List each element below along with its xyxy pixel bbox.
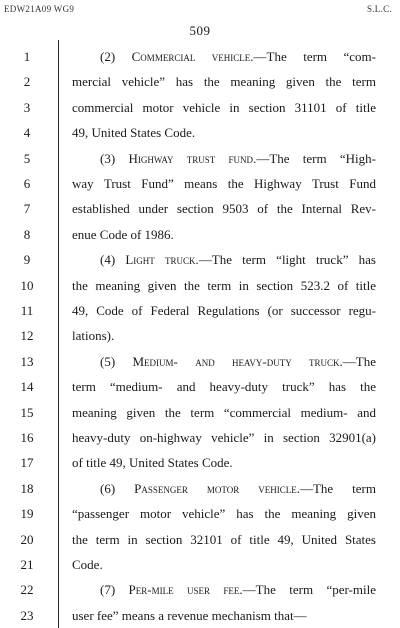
line-body: way Trust Fund” means the Highway Trust Fund (72, 176, 376, 191)
line-text (72, 374, 376, 399)
line-body: —The term (299, 480, 376, 496)
line-number: 10 (20, 277, 34, 293)
line-text (72, 527, 376, 552)
line-body: heavy-duty on-highway vehicle” in section 32901(a) (72, 430, 376, 445)
line-number: 18 (20, 480, 34, 496)
line-body: enue Code of 1986. (72, 226, 174, 242)
paragraph-number: (6) (100, 480, 135, 496)
paragraph-number: (2) (100, 49, 132, 64)
text-line (0, 527, 400, 552)
line-text (72, 120, 376, 145)
line-number: 6 (23, 176, 31, 191)
text-line (0, 450, 400, 475)
line-number: 9 (23, 252, 31, 268)
line-text (100, 349, 376, 374)
line-body: commercial motor vehicle in section 31101 of title (72, 99, 376, 115)
text-line (0, 69, 400, 94)
line-body: mercial vehicle” has the meaning given the term (72, 74, 376, 90)
line-text (72, 171, 376, 196)
line-body: —The term “light truck” has (198, 252, 376, 268)
line-text (72, 298, 376, 323)
line-text (72, 222, 376, 247)
text-line (0, 349, 400, 374)
defined-term-heading: Highway trust fund. (128, 150, 257, 166)
defined-term-heading: Passenger motor vehicle. (134, 480, 300, 496)
text-line (0, 196, 400, 221)
line-text (72, 95, 376, 120)
line-number: 19 (20, 506, 34, 522)
line-body: —The term “com- (253, 49, 376, 64)
text-line (0, 171, 400, 196)
line-number: 4 (23, 125, 31, 141)
text-line (0, 603, 400, 628)
document-classification: S.L.C. (366, 4, 392, 14)
line-number: 5 (23, 150, 31, 166)
text-line (0, 44, 400, 69)
text-line (0, 400, 400, 425)
text-line (0, 476, 400, 501)
defined-term-heading: Per-mile user fee. (128, 582, 243, 598)
line-text (100, 146, 376, 171)
line-number: 22 (20, 582, 34, 598)
text-line (0, 552, 400, 577)
line-body: —The term “High- (256, 150, 376, 166)
line-body: meaning given the term “commercial medium- and (72, 404, 376, 420)
line-body: 49, Code of Federal Regulations (or successor regu- (72, 303, 376, 318)
line-body: lations). (72, 328, 115, 344)
defined-term-heading: Light truck. (125, 252, 199, 268)
text-line (0, 120, 400, 145)
text-line (0, 298, 400, 323)
text-line (0, 425, 400, 450)
text-line (0, 222, 400, 247)
line-text (72, 450, 376, 475)
line-text (72, 273, 376, 298)
document-id: EDW21A09 WG9 (4, 4, 75, 14)
defined-term-heading: Commercial vehicle. (131, 49, 254, 64)
line-text (100, 476, 376, 501)
line-text (72, 69, 376, 94)
text-line (0, 273, 400, 298)
line-body: user fee” means a revenue mechanism that— (72, 607, 307, 623)
line-text (72, 323, 376, 348)
line-body: of title 49, United States Code. (72, 455, 233, 471)
text-line (0, 95, 400, 120)
line-body: 49, United States Code. (72, 125, 196, 141)
line-text (100, 44, 376, 69)
line-body: Code. (72, 557, 103, 572)
line-number: 1 (23, 49, 31, 64)
line-number: 12 (20, 328, 34, 344)
paragraph-number: (7) (100, 582, 129, 598)
line-text (72, 425, 376, 450)
line-number: 20 (20, 531, 34, 547)
line-number: 21 (20, 557, 34, 572)
line-text (72, 603, 376, 628)
page-number: 509 (189, 23, 211, 38)
line-number: 2 (23, 74, 31, 90)
line-number: 8 (23, 226, 31, 242)
line-text (72, 552, 376, 577)
paragraph-number: (5) (100, 353, 133, 369)
line-body: term “medium- and heavy-duty truck” has the (72, 379, 376, 395)
line-text (72, 196, 376, 221)
text-line (0, 146, 400, 171)
line-number: 11 (20, 303, 34, 318)
line-text (100, 247, 376, 272)
line-number: 23 (20, 607, 34, 623)
line-body: “passenger motor vehicle” has the meaning given (72, 506, 376, 522)
defined-term-heading: Medium- and heavy-duty truck. (132, 353, 343, 369)
line-body: the meaning given the term in section 523.2 of title (72, 277, 376, 293)
line-number: 14 (20, 379, 34, 395)
line-number: 3 (23, 99, 31, 115)
line-body: established under section 9503 of the Internal Rev- (72, 201, 376, 217)
paragraph-number: (3) (100, 150, 129, 166)
line-body: —The (342, 353, 376, 369)
line-text (72, 501, 376, 526)
line-text (72, 400, 376, 425)
text-line (0, 374, 400, 399)
text-line (0, 577, 400, 602)
line-body: the term in section 32101 of title 49, United States (72, 531, 376, 547)
text-line (0, 247, 400, 272)
text-line (0, 323, 400, 348)
text-line (0, 501, 400, 526)
line-text (100, 577, 376, 602)
line-number: 17 (20, 455, 34, 471)
line-number: 15 (20, 404, 34, 420)
line-number: 13 (20, 353, 34, 369)
line-number: 16 (20, 430, 34, 445)
line-body: —The term “per-mile (242, 582, 376, 598)
paragraph-number: (4) (100, 252, 126, 268)
line-number: 7 (23, 201, 31, 217)
